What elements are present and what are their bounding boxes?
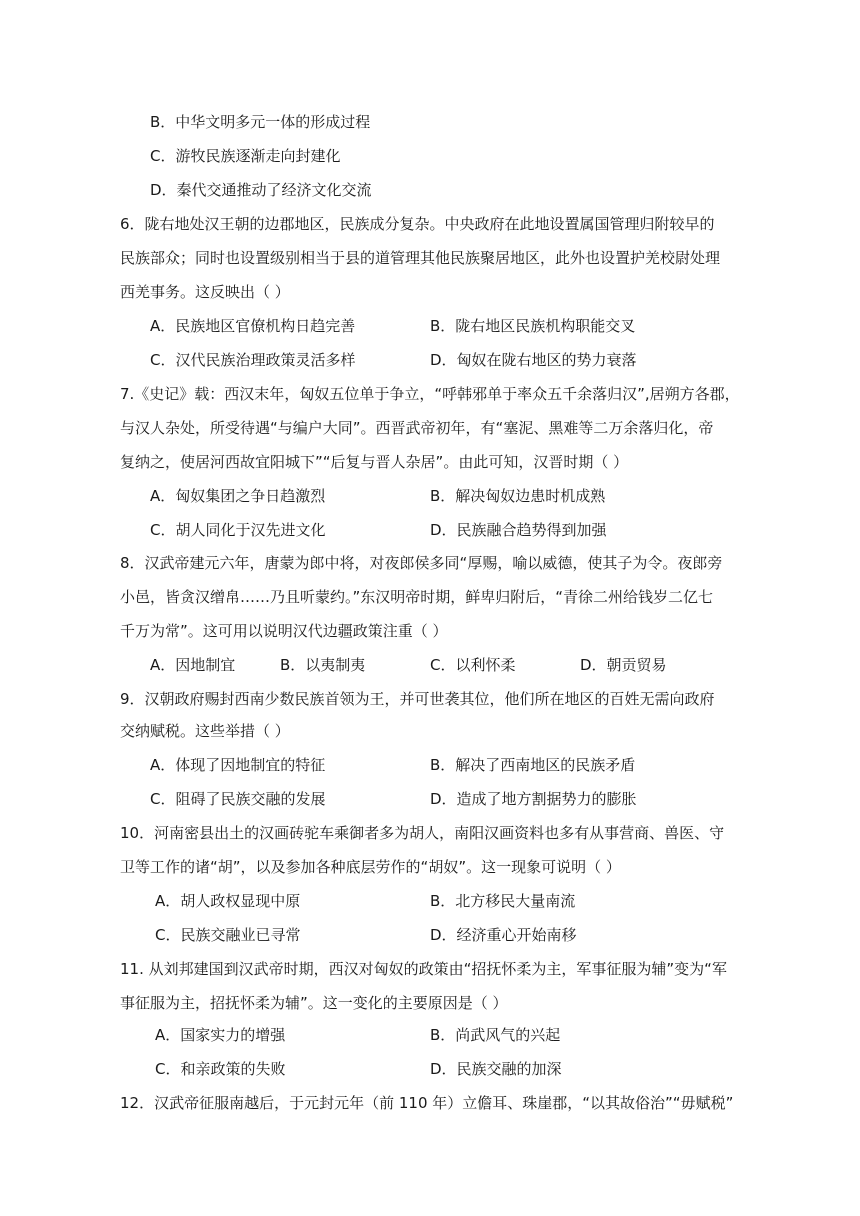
q7-stem-line-2: 与汉人杂处，所受待遇“与编户大同”。西晋武帝初年，有“塞泥、黑难等二万余落归化，帝	[120, 419, 714, 437]
q5-option-d: D．秦代交通推动了经济文化交流	[150, 181, 372, 199]
q8-option-c: C．以利怀柔	[430, 656, 516, 674]
q7-option-b: B．解决匈奴边患时机成熟	[430, 487, 606, 505]
q11-option-c: C．和亲政策的失败	[155, 1060, 286, 1078]
q8-stem-line-1: 8．汉武帝建元六年，唐蒙为郎中将，对夜郎侯多同“厚赐，喻以威德，使其子为令。夜郎旁	[120, 554, 723, 572]
q6-stem-line-2: 民族部众；同时也设置级别相当于县的道管理其他民族聚居地区，此外也设置护羌校尉处理	[120, 249, 721, 267]
q11-option-b: B．尚武风气的兴起	[430, 1026, 561, 1044]
q9-option-d: D．造成了地方割据势力的膨胀	[430, 790, 637, 808]
q11-option-d: D．民族交融的加深	[430, 1060, 562, 1078]
q11-stem-line-2: 事征服为主，招抚怀柔为辅”。这一变化的主要原因是（ ）	[120, 994, 508, 1012]
q10-option-c: C．民族交融业已寻常	[155, 926, 301, 944]
q11-option-a: A．国家实力的增强	[155, 1026, 286, 1044]
q9-stem-line-1: 9．汉朝政府赐封西南少数民族首领为王，并可世袭其位，他们所在地区的百姓无需向政府	[120, 690, 715, 708]
q6-option-b: B．陇右地区民族机构职能交叉	[430, 317, 636, 335]
q9-option-b: B．解决了西南地区的民族矛盾	[430, 756, 636, 774]
q11-stem-line-1: 11. 从刘邦建国到汉武帝时期，西汉对匈奴的政策由“招抚怀柔为主，军事征服为辅”变为“军	[120, 960, 727, 978]
q7-option-d: D．民族融合趋势得到加强	[430, 521, 607, 539]
q6-option-d: D．匈奴在陇右地区的势力衰落	[430, 351, 637, 369]
q8-option-d: D．朝贡贸易	[580, 656, 667, 674]
q5-option-b: B．中华文明多元一体的形成过程	[150, 113, 371, 131]
q8-option-a: A．因地制宜	[150, 656, 236, 674]
q12-stem-line-1: 12．汉武帝征服南越后，于元封元年（前 110 年）立儋耳、珠崖郡，“以其故俗治”“毋赋税”	[120, 1094, 734, 1112]
q7-stem-line-1: 7.《史记》载：西汉末年，匈奴五位单于争立，“呼韩邪单于率众五千余落归汉”,居朔方各郡，	[120, 385, 740, 403]
q5-option-c: C．游牧民族逐渐走向封建化	[150, 147, 341, 165]
q8-stem-line-3: 千万为常”。这可用以说明汉代边疆政策注重（ ）	[120, 622, 448, 640]
q6-stem-line-1: 6．陇右地处汉王朝的边郡地区，民族成分复杂。中央政府在此地设置属国管理归附较早的	[120, 215, 715, 233]
q7-option-c: C．胡人同化于汉先进文化	[150, 521, 326, 539]
q7-option-a: A．匈奴集团之争日趋激烈	[150, 487, 326, 505]
q10-option-d: D．经济重心开始南移	[430, 926, 577, 944]
q8-option-b: B．以夷制夷	[280, 656, 366, 674]
q9-stem-line-2: 交纳赋税。这些举措（ ）	[120, 722, 290, 740]
q6-option-c: C．汉代民族治理政策灵活多样	[150, 351, 356, 369]
q6-stem-line-3: 西羌事务。这反映出（ ）	[120, 283, 290, 301]
q7-stem-line-3: 复纳之，使居河西故宜阳城下”“后复与晋人杂居”。由此可知，汉晋时期（ ）	[120, 453, 629, 471]
q10-option-b: B．北方移民大量南流	[430, 892, 576, 910]
q6-option-a: A．民族地区官僚机构日趋完善	[150, 317, 356, 335]
q10-option-a: A．胡人政权显现中原	[155, 892, 301, 910]
q9-option-c: C．阻碍了民族交融的发展	[150, 790, 326, 808]
q10-stem-line-1: 10．河南密县出土的汉画砖驼车乘御者多为胡人，南阳汉画资料也多有从事营商、兽医、守	[120, 824, 725, 842]
q8-stem-line-2: 小邑，皆贪汉缯帛……乃且听蒙约。”东汉明帝时期，鲜卑归附后，“青徐二州给钱岁二亿七	[120, 588, 714, 606]
q9-option-a: A．体现了因地制宜的特征	[150, 756, 326, 774]
q10-stem-line-2: 卫等工作的诸“胡”，以及参加各种底层劳作的“胡奴”。这一现象可说明（ ）	[120, 858, 621, 876]
